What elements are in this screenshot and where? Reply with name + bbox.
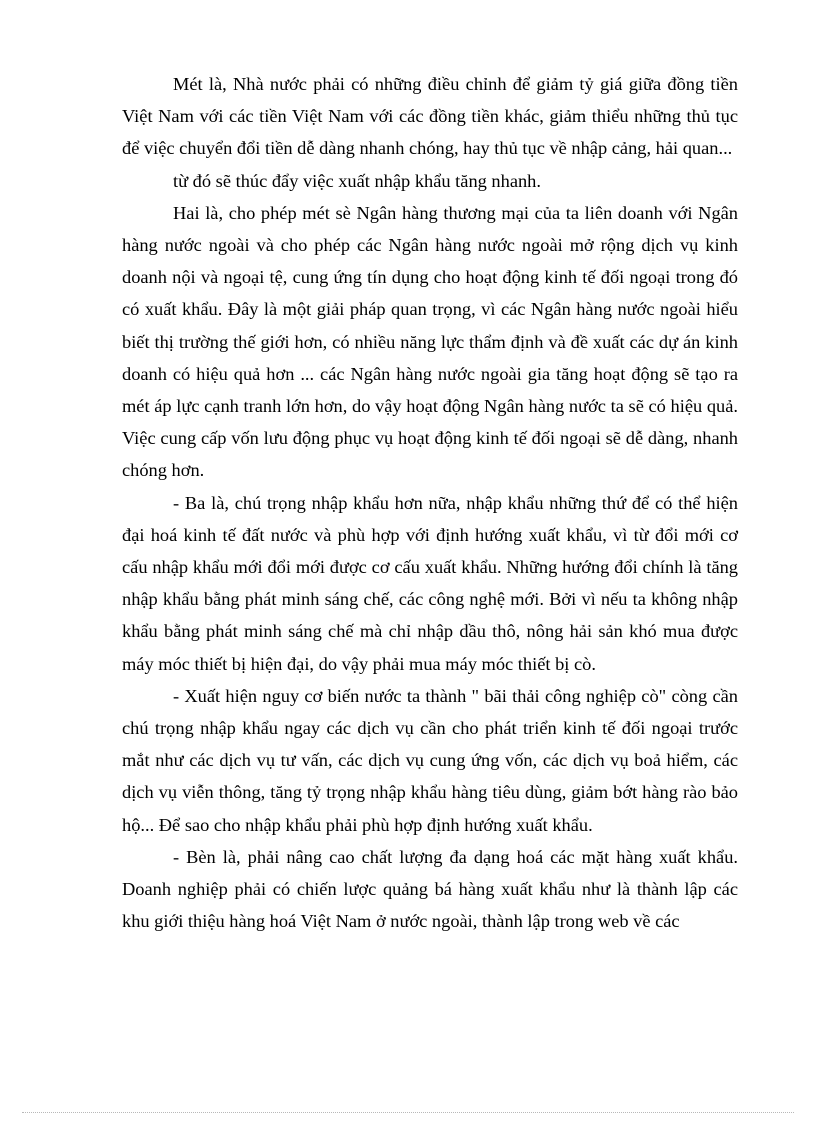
paragraph-tu-do: từ đó sẽ thúc đẩy việc xuất nhập khẩu tăng nhanh.: [173, 170, 541, 191]
paragraph-mot-la: Mét là, Nhà nước phải có những điều chỉnh để giảm tỷ giá giữa đồng tiền Việt Nam với các tiền Việt Nam với các đồng tiền khác, giảm thiểu những thủ tục để việc chuyển đổi tiền dễ dàng nhanh chóng, hay thủ tục về nhập cảng, hải quan...: [122, 74, 738, 159]
paragraph-xuat-hien: - Xuất hiện nguy cơ biến nước ta thành " bãi thải công nghiệp cò" còng cần chú trọng nhập khẩu ngay các dịch vụ cần cho phát triển kinh tế đối ngoại trước mắt như các dịch vụ tư vấn, các dịch vụ cung ứng vốn, các dịch vụ boả hiểm, các dịch vụ viễn thông, tăng tỷ trọng nhập khẩu hàng tiêu dùng, giảm bớt hàng rào bảo hộ... Để sao cho nhập khẩu phải phù hợp định hướng xuất khẩu.: [122, 685, 738, 835]
paragraph-bon-la: - Bèn là, phải nâng cao chất lượng đa dạng hoá các mặt hàng xuất khẩu. Doanh nghiệp phải có chiến lược quảng bá hàng xuất khẩu như là thành lập các khu giới thiệu hàng hoá Việt Nam ở nước ngoài, thành lập trong web về các: [122, 846, 738, 932]
document-body: [122, 68, 738, 937]
page-bottom-divider: [22, 1112, 794, 1113]
paragraph-hai-la: Hai là, cho phép mét sè Ngân hàng thương mại của ta liên doanh với Ngân hàng nước ngoài và cho phép các Ngân hàng nước ngoài mở rộng dịch vụ kinh doanh nội và ngoại tệ, cung ứng tín dụng cho hoạt động kinh tế đối ngoại trong đó có xuất khẩu. Đây là một giải pháp quan trọng, vì các Ngân hàng nước ngoài hiểu biết thị trường thế giới hơn, có nhiều năng lực thẩm định và đề xuất các dự án kinh doanh có hiệu quả hơn ... các Ngân hàng nước ngoài gia tăng hoạt động sẽ tạo ra mét áp lực cạnh tranh lớn hơn, do vậy hoạt động Ngân hàng nước ta sẽ có hiệu quả. Việc cung cấp vốn lưu động phục vụ hoạt động kinh tế đối ngoại sẽ dễ dàng, nhanh chóng hơn.: [122, 202, 738, 481]
paragraph-ba-la: - Ba là, chú trọng nhập khẩu hơn nữa, nhập khẩu những thứ để có thể hiện đại hoá kinh tế đất nước và phù hợp với định hướng xuất khẩu, vì từ đổi mới cơ cấu nhập khẩu mới đổi mới được cơ cấu xuất khẩu. Những hướng đổi chính là tăng nhập khẩu bằng phát minh sáng chế, các công nghệ mới. Bởi vì nếu ta không nhập khẩu bằng phát minh sáng chế mà chỉ nhập dầu thô, nông hải sản khó mua được máy móc thiết bị hiện đại, do vậy phải mua máy móc thiết bị cò.: [122, 492, 738, 674]
